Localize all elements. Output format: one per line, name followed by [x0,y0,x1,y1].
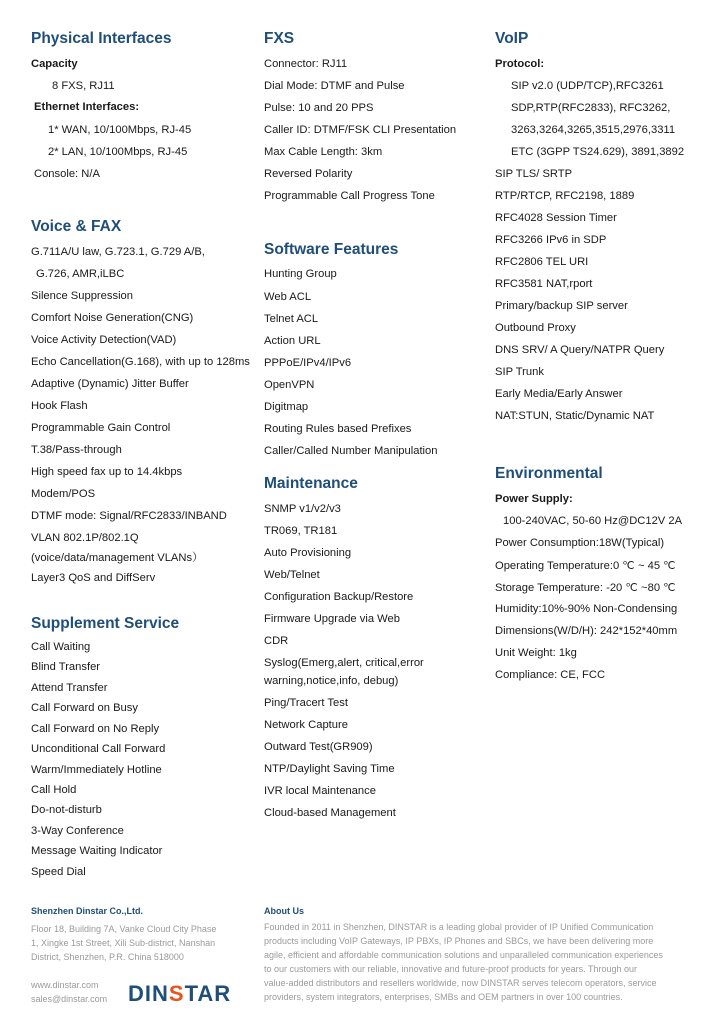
list-item: Power Consumption:18W(Typical) [495,537,665,549]
list-item: Telnet ACL [264,313,319,325]
list-item: RFC4028 Session Timer [495,212,617,224]
list-item: 3263,3264,3265,3515,2976,3311 [511,124,676,136]
list-item: Call Forward on No Reply [31,723,160,735]
dinstar-logo [128,981,231,1007]
list-item: Primary/backup SIP server [495,300,628,312]
about-line: to our customers with our reliable, innovative and future-proof products for years. Through our [264,964,638,974]
list-item: Attend Transfer [31,682,108,694]
list-item: Caller ID: DTMF/FSK CLI Presentation [264,124,457,136]
list-item: warning,notice,info, debug) [264,675,399,687]
list-item: RFC3266 IPv6 in SDP [495,234,607,246]
list-item: Humidity:10%-90% Non-Condensing [495,603,678,615]
list-item: (voice/data/management VLANs） [31,552,204,564]
list-item: G.711A/U law, G.723.1, G.729 A/B, [31,246,205,258]
address-line: District, Shenzhen, P.R. China 518000 [31,952,184,962]
list-item: Warm/Immediately Hotline [31,764,162,776]
list-item: SIP Trunk [495,366,544,378]
voice-fax-heading: Voice & FAX [31,218,122,235]
list-item: SIP TLS/ SRTP [495,168,573,180]
supplement-service-heading: Supplement Service [31,615,180,632]
list-item: Outbound Proxy [495,322,576,334]
maintenance-heading: Maintenance [264,475,358,492]
list-item: High speed fax up to 14.4kbps [31,466,183,478]
physical-interfaces-heading: Physical Interfaces [31,30,172,47]
list-item: DTMF mode: Signal/RFC2833/INBAND [31,510,227,522]
list-item: IVR local Maintenance [264,785,376,797]
list-item: Web/Telnet [264,569,320,581]
list-item: OpenVPN [264,379,315,391]
list-item: DNS SRV/ A Query/NATPR Query [495,344,665,356]
about-line: providers, system integrators, enterprises, SMBs and OEM partners in over 100 countries. [264,992,623,1002]
list-item: CDR [264,635,289,647]
list-item: Connector: RJ11 [264,58,348,70]
list-item: Call Hold [31,784,77,796]
email-link[interactable]: sales@dinstar.com [31,994,108,1004]
lan-spec: 2* LAN, 10/100Mbps, RJ-45 [48,146,188,158]
console-spec: Console: N/A [34,168,100,180]
list-item: Early Media/Early Answer [495,388,623,400]
list-item: Caller/Called Number Manipulation [264,445,438,457]
list-item: Call Forward on Busy [31,702,138,714]
list-item: SNMP v1/v2/v3 [264,503,341,515]
list-item: Modem/POS [31,488,96,500]
list-item: Echo Cancellation(G.168), with up to 128ms [31,356,250,368]
list-item: Auto Provisioning [264,547,352,559]
list-item: Speed Dial [31,866,86,878]
list-item: SDP,RTP(RFC2833), RFC3262, [511,102,671,114]
about-line: value-added distributors and resellers worldwide, now DINSTAR serves telecom operators, service [264,978,657,988]
list-item: NTP/Daylight Saving Time [264,763,395,775]
company-name: Shenzhen Dinstar Co.,Ltd. [31,906,144,916]
list-item: SIP v2.0 (UDP/TCP),RFC3261 [511,80,664,92]
address-line: Floor 18, Building 7A, Vanke Cloud City Phase [31,924,217,934]
list-item: RFC3581 NAT,rport [495,278,593,290]
fxs-heading: FXS [264,30,295,47]
address-line: 1, Xingke 1st Street, Xili Sub-district, Nanshan [31,938,216,948]
list-item: Ping/Tracert Test [264,697,348,709]
list-item: Cloud-based Management [264,807,396,819]
software-features-heading: Software Features [264,241,399,258]
list-item: RFC2806 TEL URI [495,256,589,268]
list-item: Unconditional Call Forward [31,743,166,755]
list-item: T.38/Pass-through [31,444,122,456]
about-line: agile, efficient and affordable communication solutions and unparalleled communication experiences [264,950,663,960]
list-item: Syslog(Emerg,alert, critical,error [264,657,424,669]
list-item: Action URL [264,335,321,347]
list-item: Pulse: 10 and 20 PPS [264,102,374,114]
about-line: Founded in 2011 in Shenzhen, DINSTAR is a leading global provider of IP Unified Communication [264,922,654,932]
list-item: Adaptive (Dynamic) Jitter Buffer [31,378,189,390]
list-item: Compliance: CE, FCC [495,669,606,681]
list-item: Network Capture [264,719,348,731]
logo-text-suffix: TAR [184,981,232,1006]
list-item: Web ACL [264,291,312,303]
list-item: TR069, TR181 [264,525,338,537]
list-item: Hook Flash [31,400,88,412]
ethernet-label: Ethernet Interfaces: [34,101,140,113]
list-item: Dimensions(W/D/H): 242*152*40mm [495,625,678,637]
list-item: Digitmap [264,401,309,413]
logo-text-prefix: DIN [128,981,169,1006]
protocol-label: Protocol: [495,58,545,70]
list-item: G.726, AMR,iLBC [36,268,125,280]
list-item: 100-240VAC, 50-60 Hz@DC12V 2A [503,515,683,527]
list-item: Silence Suppression [31,290,133,302]
list-item: Outward Test(GR909) [264,741,373,753]
wan-spec: 1* WAN, 10/100Mbps, RJ-45 [48,124,192,136]
voip-heading: VoIP [495,30,529,47]
list-item: Programmable Gain Control [31,422,171,434]
power-supply-label: Power Supply: [495,493,573,505]
list-item: NAT:STUN, Static/Dynamic NAT [495,410,655,422]
list-item: VLAN 802.1P/802.1Q [31,532,139,544]
about-us-heading: About Us [264,906,304,916]
list-item: Comfort Noise Generation(CNG) [31,312,194,324]
list-item: Firmware Upgrade via Web [264,613,400,625]
list-item: RTP/RTCP, RFC2198, 1889 [495,190,635,202]
list-item: Storage Temperature: -20 ℃ ~80 ℃ [495,582,676,594]
list-item: Call Waiting [31,641,91,653]
list-item: Message Waiting Indicator [31,845,163,857]
list-item: PPPoE/IPv4/IPv6 [264,357,352,369]
list-item: Reversed Polarity [264,168,353,180]
list-item: Hunting Group [264,268,337,280]
list-item: Operating Temperature:0 ℃ ~ 45 ℃ [495,560,676,572]
capacity-value: 8 FXS, RJ11 [52,80,115,92]
logo-accent-letter: S [168,981,185,1006]
list-item: Unit Weight: 1kg [495,647,577,659]
list-item: Dial Mode: DTMF and Pulse [264,80,405,92]
list-item: Layer3 QoS and DiffServ [31,572,156,584]
list-item: Blind Transfer [31,661,101,673]
list-item: ETC (3GPP TS24.629), 3891,3892 [511,146,685,158]
list-item: Programmable Call Progress Tone [264,190,435,202]
list-item: Max Cable Length: 3km [264,146,383,158]
environmental-heading: Environmental [495,465,603,482]
list-item: Do-not-disturb [31,804,102,816]
list-item: 3-Way Conference [31,825,124,837]
list-item: Voice Activity Detection(VAD) [31,334,177,346]
about-line: products including VoIP Gateways, IP PBXs, IP Phones and SBCs, we have been delivering more [264,936,654,946]
capacity-label: Capacity [31,58,78,70]
list-item: Configuration Backup/Restore [264,591,414,603]
website-link[interactable]: www.dinstar.com [31,980,99,990]
list-item: Routing Rules based Prefixes [264,423,412,435]
